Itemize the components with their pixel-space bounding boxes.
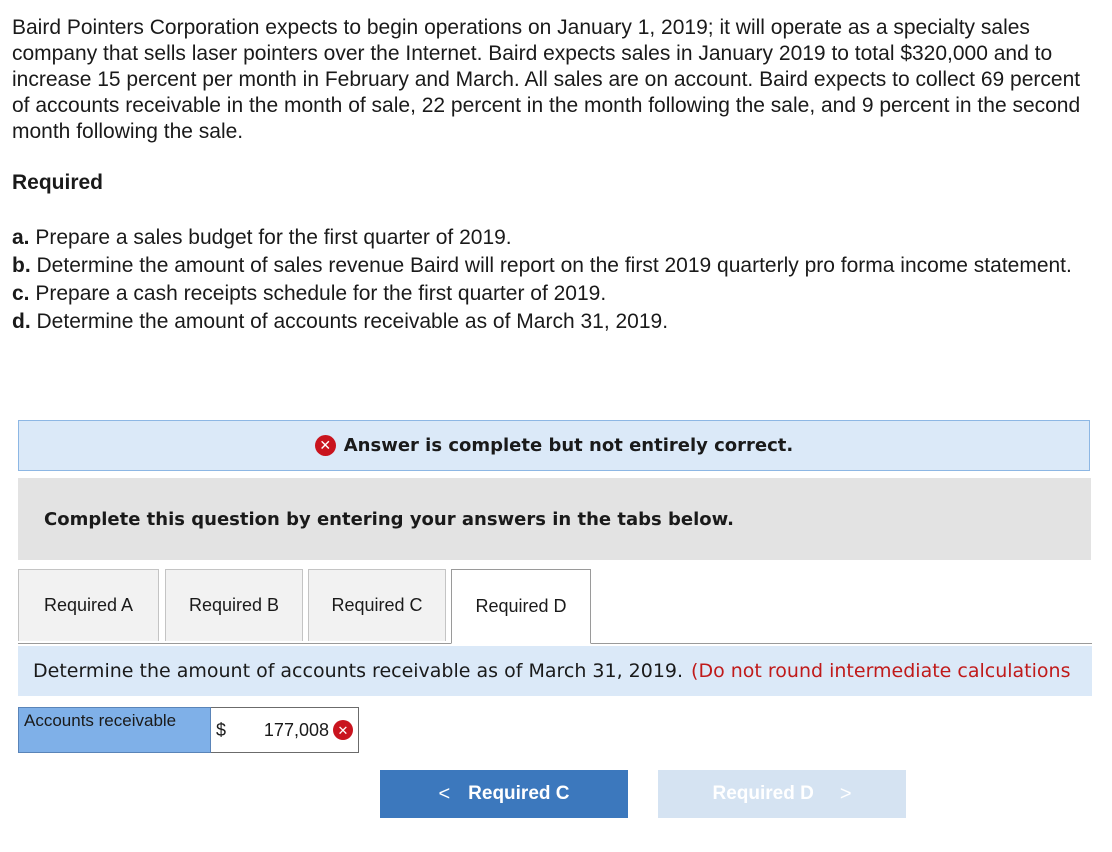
prev-button-label: Required C [468, 783, 570, 804]
answer-row [18, 707, 359, 753]
requirement-a [12, 224, 1102, 252]
status-banner-text: Answer is complete but not entirely correct. [343, 435, 794, 456]
requirement-letter: a. [12, 226, 30, 249]
chevron-right-icon: > [839, 782, 852, 805]
currency-symbol: $ [216, 719, 227, 740]
instructions-text: Complete this question by entering your answers in the tabs below. [44, 508, 734, 530]
chevron-left-icon: < [438, 782, 451, 805]
instruction-hint: (Do not round intermediate calculations [691, 660, 1071, 682]
requirement-text: Determine the amount of accounts receivable as of March 31, 2019. [36, 310, 669, 333]
instruction-text: Determine the amount of accounts receivable as of March 31, 2019. [33, 660, 684, 682]
requirement-letter: d. [12, 310, 31, 333]
problem-intro: Baird Pointers Corporation expects to begin operations on January 1, 2019; it will operate as a specialty sales company that sells laser pointers over the Internet. Baird expects sales in January 2019 to total $320,000 and to increase 15 percent per month in February and March. All sales are on account. Baird expects to collect 69 percent of accounts receivable in the month of sale, 22 percent in the month following the sale, and 9 percent in the second month following the sale. [12, 16, 1081, 143]
next-required-d-button[interactable] [658, 770, 906, 818]
requirement-c [12, 280, 1102, 308]
accounts-receivable-value[interactable]: 177,008 [263, 719, 329, 740]
instructions-box [18, 478, 1091, 560]
requirement-text: Prepare a cash receipts schedule for the first quarter of 2019. [35, 282, 607, 305]
accounts-receivable-label: Accounts receivable [18, 707, 211, 753]
x-circle-icon: ✕ [333, 720, 353, 740]
next-button-label: Required D [712, 783, 814, 804]
accounts-receivable-input[interactable] [211, 707, 359, 753]
tab-required-c[interactable]: Required C [308, 569, 446, 641]
tab-required-d[interactable]: Required D [451, 569, 591, 644]
tab-bar [18, 569, 1092, 644]
requirement-letter: b. [12, 254, 31, 277]
prev-required-c-button[interactable] [380, 770, 628, 818]
x-circle-icon: ✕ [315, 435, 336, 456]
tab-instruction [18, 646, 1092, 696]
requirement-d [12, 308, 1102, 336]
tab-required-a[interactable]: Required A [18, 569, 159, 641]
requirement-b [12, 252, 1102, 280]
tab-required-b[interactable]: Required B [165, 569, 303, 641]
status-banner [18, 420, 1090, 471]
requirement-letter: c. [12, 282, 30, 305]
requirements-list [12, 224, 1102, 336]
requirement-text: Prepare a sales budget for the first quarter of 2019. [35, 226, 512, 249]
required-heading: Required [12, 171, 104, 194]
requirement-text: Determine the amount of sales revenue Baird will report on the first 2019 quarterly pro forma income statement. [36, 254, 1072, 277]
